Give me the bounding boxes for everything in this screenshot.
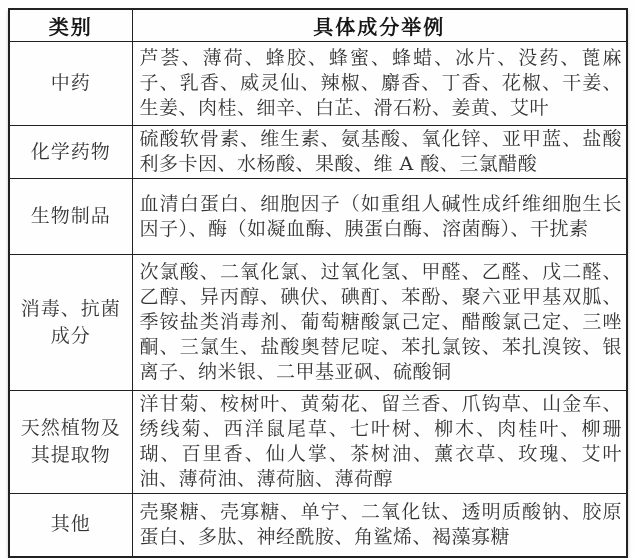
- examples-cell: 硫酸软骨素、维生素、氨基酸、氧化锌、亚甲蓝、盐酸利多卡因、水杨酸、果酸、维 A 酸、三氯醋酸: [132, 126, 627, 179]
- table-row: [9, 179, 627, 255]
- examples-cell: 次氯酸、二氧化氯、过氧化氢、甲醛、乙醛、戊二醛、乙醇、异丙醇、碘伏、碘酊、苯酚、聚六亚甲基双胍、季铵盐类消毒剂、葡萄糖酸氯己定、醋酸氯己定、三唑酮、三氯生、盐酸奥替尼啶、苯扎氯铵、苯扎溴铵、银离子、纳米银、二甲基亚砜、硫酸铜: [132, 255, 627, 391]
- header-category: 类别: [9, 9, 132, 42]
- table-header-row: [9, 9, 627, 42]
- header-examples: 具体成分举例: [132, 9, 627, 42]
- category-cell: 中药: [9, 42, 132, 126]
- category-cell: 生物制品: [9, 179, 132, 255]
- table-row: [9, 255, 627, 391]
- table-row: [9, 494, 627, 557]
- category-cell: 天然植物及其提取物: [9, 391, 132, 494]
- examples-cell: 血清白蛋白、细胞因子（如重组人碱性成纤维细胞生长因子）、酶（如凝血酶、胰蛋白酶、溶菌酶）、干扰素: [132, 179, 627, 255]
- examples-cell: 芦荟、薄荷、蜂胶、蜂蜜、蜂蜡、冰片、没药、蓖麻子、乳香、威灵仙、辣椒、麝香、丁香、花椒、干姜、生姜、肉桂、细辛、白芷、滑石粉、姜黄、艾叶: [132, 42, 627, 126]
- category-cell: 消毒、抗菌成分: [9, 255, 132, 391]
- category-cell: 化学药物: [9, 126, 132, 179]
- table-row: [9, 42, 627, 126]
- table-row: [9, 391, 627, 494]
- category-cell: 其他: [9, 494, 132, 557]
- examples-cell: 壳聚糖、壳寡糖、单宁、二氧化钛、透明质酸钠、胶原蛋白、多肽、神经酰胺、角鲨烯、褐藻寡糖: [132, 494, 627, 557]
- ingredient-category-table: [8, 8, 628, 558]
- table-row: [9, 126, 627, 179]
- examples-cell: 洋甘菊、桉树叶、黄菊花、留兰香、爪钩草、山金车、绣线菊、西洋鼠尾草、七叶树、柳木、肉桂叶、柳珊瑚、百里香、仙人掌、茶树油、薰衣草、玫瑰、艾叶油、薄荷油、薄荷脑、薄荷醇: [132, 391, 627, 494]
